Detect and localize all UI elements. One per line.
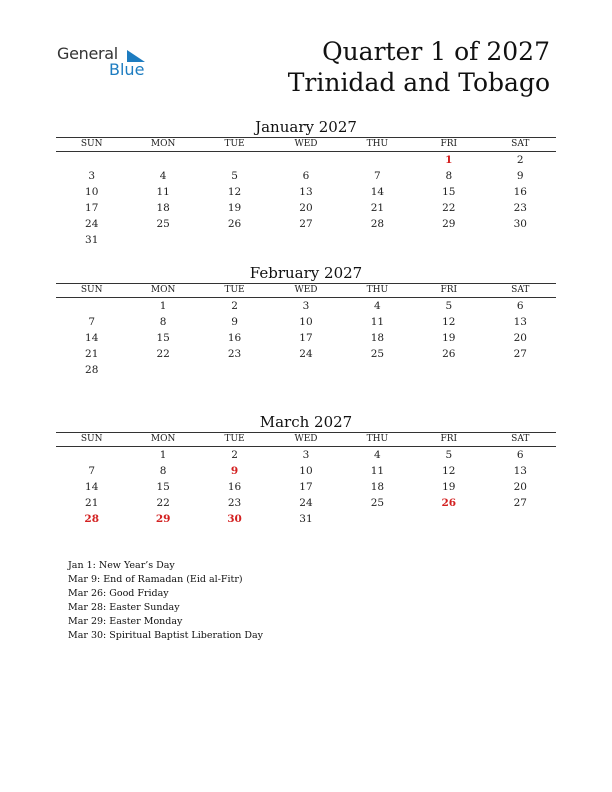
day-cell: 6 [516, 300, 524, 312]
day-cell: 4 [374, 300, 381, 312]
day-cell: 8 [159, 316, 167, 328]
day-cell: 2 [231, 300, 238, 312]
week-row [56, 479, 556, 495]
week-row [56, 495, 556, 511]
day-cell: 15 [156, 332, 170, 344]
weekday-header: THU [342, 433, 413, 447]
day-cell: 27 [513, 348, 527, 360]
page-title [288, 36, 550, 98]
holiday-note: Mar 28: Easter Sunday [68, 602, 180, 613]
day-cell: 27 [513, 497, 527, 509]
day-cell: 19 [442, 332, 456, 344]
day-cell: 9 [230, 465, 239, 477]
day-cell: 16 [227, 481, 242, 493]
weekday-header: WED [270, 433, 341, 447]
day-cell: 22 [442, 202, 456, 214]
week-row [56, 152, 556, 169]
weekday-header: SAT [485, 284, 556, 298]
day-cell: 26 [442, 348, 456, 360]
day-cell: 5 [445, 300, 453, 312]
day-cell: 24 [299, 348, 313, 360]
day-cell: 27 [299, 218, 313, 230]
day-cell: 9 [231, 316, 238, 328]
empty-day-cell [270, 152, 341, 169]
empty-day-cell [56, 447, 127, 464]
day-cell: 31 [85, 234, 99, 246]
holiday-note: Mar 9: End of Ramadan (Eid al-Fitr) [68, 574, 243, 585]
day-cell: 23 [227, 348, 242, 360]
weekday-header: SAT [485, 138, 556, 152]
day-cell: 8 [445, 170, 453, 182]
month-february [56, 263, 556, 378]
day-cell: 18 [370, 481, 385, 493]
empty-day-cell [485, 232, 556, 248]
day-cell: 25 [370, 348, 385, 360]
holiday-note: Mar 30: Spiritual Baptist Liberation Day [68, 630, 264, 641]
day-cell: 17 [299, 332, 313, 344]
weekday-header: FRI [413, 433, 484, 447]
day-cell: 28 [85, 364, 99, 376]
day-cell: 22 [156, 497, 170, 509]
day-cell: 12 [227, 186, 242, 198]
empty-day-cell [342, 232, 413, 248]
weekday-header: MON [127, 138, 198, 152]
day-cell: 29 [155, 513, 171, 525]
day-cell: 25 [370, 497, 385, 509]
day-cell: 7 [88, 465, 96, 477]
day-cell: 14 [85, 481, 99, 493]
empty-day-cell [270, 362, 341, 378]
day-cell: 1 [159, 300, 167, 312]
day-cell: 21 [85, 497, 99, 509]
holiday-notes [68, 559, 263, 643]
weekday-header: FRI [413, 284, 484, 298]
day-cell: 2 [231, 449, 238, 461]
empty-day-cell [413, 362, 484, 378]
day-cell: 18 [370, 332, 385, 344]
day-cell: 20 [299, 202, 313, 214]
weekday-header: MON [127, 284, 198, 298]
day-cell: 21 [85, 348, 99, 360]
day-cell: 23 [513, 202, 527, 214]
day-cell: 5 [231, 170, 238, 182]
week-row [56, 511, 556, 527]
week-row [56, 314, 556, 330]
weekday-header-row [56, 138, 556, 152]
empty-day-cell [199, 362, 270, 378]
day-cell: 6 [302, 170, 310, 182]
empty-day-cell [127, 152, 198, 169]
holiday-note: Mar 26: Good Friday [68, 588, 169, 599]
month-january [56, 117, 556, 248]
day-cell: 24 [85, 218, 99, 230]
day-cell: 12 [442, 465, 456, 477]
day-cell: 12 [442, 316, 456, 328]
title-quarter: Quarter 1 of 2027 [322, 37, 550, 66]
calendar-grid [56, 137, 556, 248]
day-cell: 13 [299, 186, 313, 198]
empty-day-cell [199, 232, 270, 248]
empty-day-cell [127, 362, 198, 378]
day-cell: 14 [85, 332, 99, 344]
day-cell: 11 [156, 186, 170, 198]
month-title: January 2027 [255, 118, 357, 136]
day-cell: 14 [370, 186, 385, 198]
day-cell: 19 [227, 202, 242, 214]
day-cell: 9 [516, 170, 524, 182]
logo-word-general: General [57, 44, 118, 63]
day-cell: 4 [159, 170, 167, 182]
week-row [56, 346, 556, 362]
day-cell: 3 [88, 170, 96, 182]
day-cell: 2 [516, 154, 524, 166]
weekday-header: THU [342, 138, 413, 152]
week-row [56, 298, 556, 315]
day-cell: 4 [374, 449, 381, 461]
weekday-header: TUE [199, 284, 270, 298]
day-cell: 23 [227, 497, 242, 509]
day-cell: 7 [88, 316, 96, 328]
day-cell: 28 [84, 513, 100, 525]
day-cell: 16 [513, 186, 527, 198]
day-cell: 20 [513, 332, 527, 344]
weekday-header: WED [270, 284, 341, 298]
day-cell: 30 [227, 513, 242, 525]
day-cell: 8 [159, 465, 167, 477]
weekday-header: WED [270, 138, 341, 152]
week-row [56, 362, 556, 378]
weekday-header: TUE [199, 433, 270, 447]
weekday-header: SUN [56, 284, 127, 298]
empty-day-cell [413, 511, 484, 527]
day-cell: 24 [299, 497, 313, 509]
weekday-header: THU [342, 284, 413, 298]
holiday-note: Mar 29: Easter Monday [68, 616, 183, 627]
weekday-header: MON [127, 433, 198, 447]
day-cell: 20 [513, 481, 527, 493]
day-cell: 15 [156, 481, 170, 493]
day-cell: 3 [302, 449, 310, 461]
day-cell: 5 [445, 449, 453, 461]
weekday-header: TUE [199, 138, 270, 152]
week-row [56, 200, 556, 216]
empty-day-cell [485, 362, 556, 378]
calendar-grid [56, 432, 556, 527]
day-cell: 1 [159, 449, 167, 461]
day-cell: 10 [299, 316, 313, 328]
title-country: Trinidad and Tobago [287, 68, 550, 97]
day-cell: 19 [442, 481, 456, 493]
empty-day-cell [485, 511, 556, 527]
day-cell: 13 [513, 465, 527, 477]
empty-day-cell [342, 362, 413, 378]
day-cell: 17 [85, 202, 99, 214]
empty-day-cell [413, 232, 484, 248]
logo-word-blue: Blue [109, 60, 145, 79]
day-cell: 17 [299, 481, 313, 493]
day-cell: 13 [513, 316, 527, 328]
week-row [56, 184, 556, 200]
weekday-header: FRI [413, 138, 484, 152]
day-cell: 18 [156, 202, 170, 214]
empty-day-cell [56, 298, 127, 315]
weekday-header: SAT [485, 433, 556, 447]
month-march [56, 412, 556, 527]
empty-day-cell [342, 511, 413, 527]
week-row [56, 463, 556, 479]
day-cell: 21 [370, 202, 385, 214]
general-blue-logo [57, 44, 157, 84]
day-cell: 11 [370, 316, 385, 328]
day-cell: 26 [441, 497, 457, 509]
week-row [56, 232, 556, 248]
holiday-note: Jan 1: New Year’s Day [68, 560, 175, 571]
empty-day-cell [56, 152, 127, 169]
empty-day-cell [342, 152, 413, 169]
week-row [56, 330, 556, 346]
day-cell: 10 [299, 465, 313, 477]
week-row [56, 216, 556, 232]
empty-day-cell [127, 232, 198, 248]
empty-day-cell [199, 152, 270, 169]
day-cell: 22 [156, 348, 170, 360]
weekday-header-row [56, 284, 556, 298]
day-cell: 11 [370, 465, 385, 477]
day-cell: 16 [227, 332, 242, 344]
day-cell: 6 [516, 449, 524, 461]
day-cell: 25 [156, 218, 170, 230]
weekday-header-row [56, 433, 556, 447]
day-cell: 10 [85, 186, 99, 198]
weekday-header: SUN [56, 433, 127, 447]
calendar-grid [56, 283, 556, 378]
empty-day-cell [270, 232, 341, 248]
day-cell: 29 [442, 218, 456, 230]
week-row [56, 168, 556, 184]
day-cell: 28 [370, 218, 385, 230]
week-row [56, 447, 556, 464]
day-cell: 15 [442, 186, 456, 198]
day-cell: 1 [445, 154, 453, 166]
month-title: March 2027 [259, 413, 353, 431]
weekday-header: SUN [56, 138, 127, 152]
day-cell: 7 [374, 170, 381, 182]
day-cell: 31 [299, 513, 313, 525]
day-cell: 26 [227, 218, 242, 230]
day-cell: 3 [302, 300, 310, 312]
day-cell: 30 [513, 218, 527, 230]
month-title: February 2027 [249, 264, 363, 282]
